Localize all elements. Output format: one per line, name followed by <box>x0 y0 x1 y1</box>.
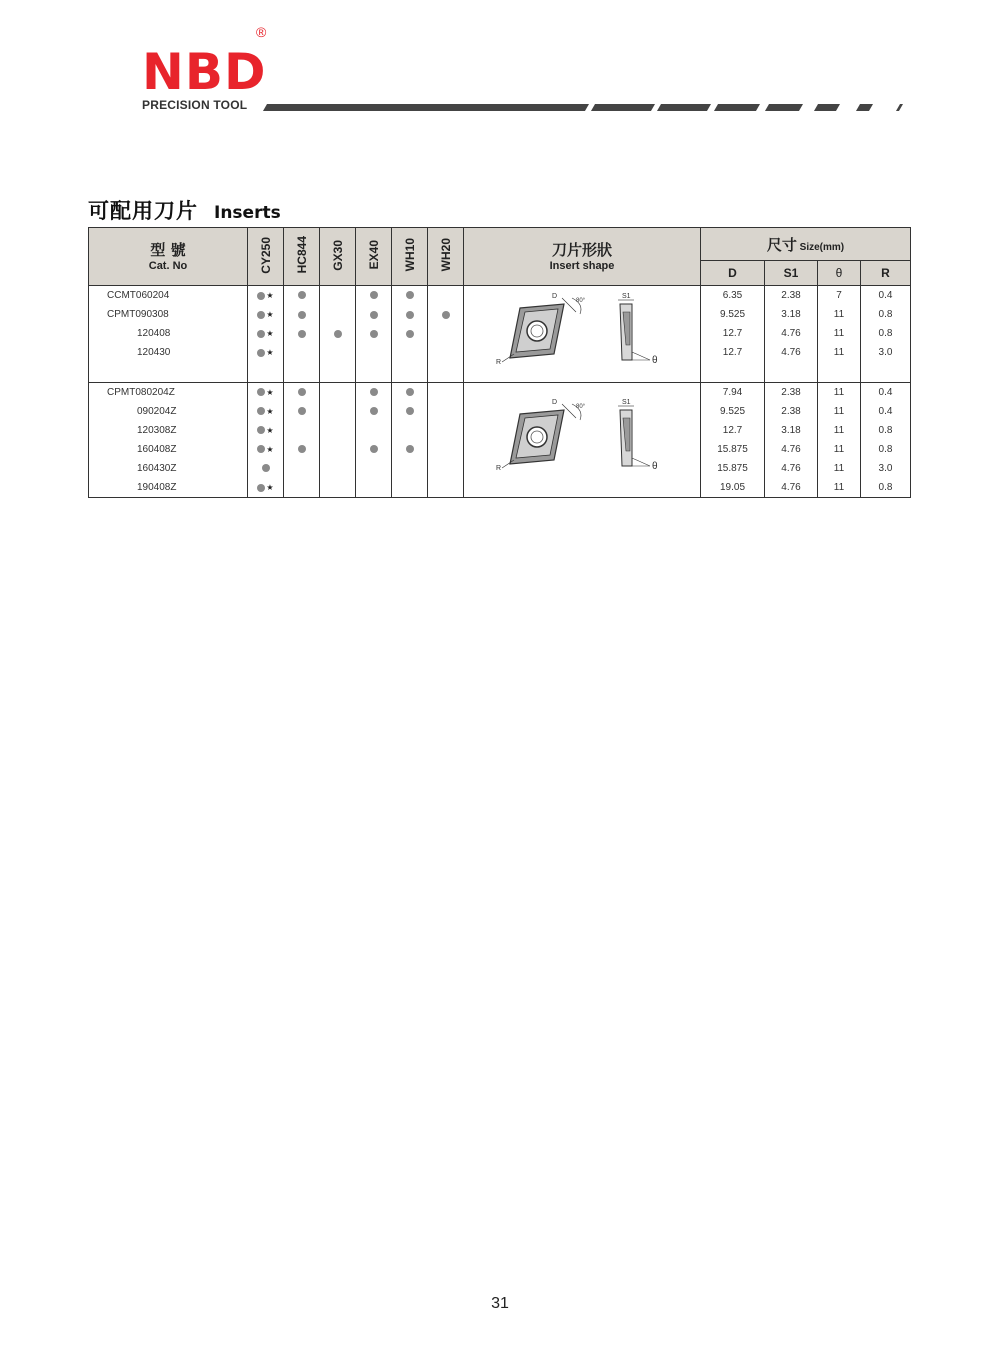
size-theta-cell: 11 <box>818 440 861 459</box>
size-theta-cell: 11 <box>818 421 861 440</box>
availability-dot <box>298 445 306 453</box>
grade-cell <box>392 478 428 498</box>
size-col-r: R <box>861 261 911 286</box>
grade-cell <box>356 343 392 362</box>
availability-dot <box>370 388 378 396</box>
grade-header-cy250: CY250 <box>248 228 284 286</box>
availability-dot <box>298 291 306 299</box>
availability-dot <box>257 407 265 415</box>
availability-dot <box>262 464 270 472</box>
grade-cell <box>248 459 284 478</box>
grade-header-hc844: HC844 <box>284 228 320 286</box>
size-col-theta: θ <box>818 261 861 286</box>
svg-text:80°: 80° <box>576 404 586 411</box>
size-r-cell: 0.4 <box>861 286 911 306</box>
grade-cell <box>356 305 392 324</box>
size-s1-cell: 4.76 <box>765 459 818 478</box>
recommended-star: ★ <box>266 291 274 300</box>
availability-dot <box>370 407 378 415</box>
size-s1-cell: 4.76 <box>765 343 818 362</box>
section-title-cn: 可配用刀片 <box>88 199 198 223</box>
grade-cell <box>320 478 356 498</box>
availability-dot <box>370 445 378 453</box>
brand-tagline: PRECISION TOOL <box>142 98 248 112</box>
availability-dot <box>257 388 265 396</box>
cat-no-cell: CPMT080204Z <box>89 382 248 402</box>
size-r-cell: 0.4 <box>861 382 911 402</box>
grade-cell <box>320 343 356 362</box>
grade-cell <box>392 286 428 306</box>
table-row <box>89 286 911 306</box>
grade-cell <box>320 440 356 459</box>
grade-cell <box>356 459 392 478</box>
recommended-star: ★ <box>266 406 274 416</box>
availability-dot <box>257 484 265 492</box>
grade-cell <box>356 421 392 440</box>
size-r-cell: 0.8 <box>861 324 911 343</box>
grade-cell <box>320 382 356 402</box>
size-s1-cell: 3.18 <box>765 421 818 440</box>
grade-cell <box>248 286 284 306</box>
size-theta-cell: 7 <box>818 286 861 306</box>
availability-dot <box>257 292 265 300</box>
inserts-table <box>88 227 911 498</box>
size-col-s1: S1 <box>765 261 818 286</box>
grade-header-wh10: WH10 <box>392 228 428 286</box>
grade-cell <box>392 402 428 421</box>
catno-header: 型 號 Cat. No <box>89 228 248 286</box>
grade-cell <box>248 382 284 402</box>
size-theta-cell: 11 <box>818 478 861 498</box>
availability-dot <box>370 291 378 299</box>
recommended-star: ★ <box>266 483 274 493</box>
recommended-star: ★ <box>266 310 274 320</box>
svg-text:θ: θ <box>652 461 658 473</box>
cat-no-cell: 160430Z <box>89 459 248 478</box>
size-theta-cell: 11 <box>818 343 861 362</box>
availability-dot <box>298 330 306 338</box>
size-theta-cell: 11 <box>818 459 861 478</box>
grade-cell <box>248 478 284 498</box>
availability-dot <box>257 349 265 357</box>
recommended-star: ★ <box>266 348 274 358</box>
page-number: 31 <box>491 1295 509 1312</box>
cat-no-cell: 160408Z <box>89 440 248 459</box>
grade-cell <box>284 286 320 306</box>
availability-dot <box>298 407 306 415</box>
availability-dot <box>406 291 414 299</box>
availability-dot <box>257 330 265 338</box>
grade-cell <box>392 421 428 440</box>
cat-no-cell: 120408 <box>89 324 248 343</box>
size-d-cell: 12.7 <box>701 324 765 343</box>
svg-text:R: R <box>496 465 502 473</box>
grade-cell <box>284 402 320 421</box>
grade-cell <box>428 402 464 421</box>
grade-header-wh20: WH20 <box>428 228 464 286</box>
size-r-cell: 3.0 <box>861 343 911 362</box>
grade-cell <box>428 286 464 306</box>
availability-dot <box>370 330 378 338</box>
insert-shape-cell <box>464 286 701 383</box>
size-r-cell: 0.8 <box>861 421 911 440</box>
grade-header-ex40: EX40 <box>356 228 392 286</box>
size-s1-cell: 4.76 <box>765 478 818 498</box>
grade-cell <box>248 421 284 440</box>
recommended-star: ★ <box>266 329 274 339</box>
grade-cell <box>284 459 320 478</box>
availability-dot <box>406 445 414 453</box>
size-s1-cell: 4.76 <box>765 440 818 459</box>
table-row <box>89 382 911 402</box>
grade-cell <box>248 343 284 362</box>
grade-cell <box>284 478 320 498</box>
cat-no-cell: CCMT060204 <box>89 286 248 306</box>
size-r-cell: 0.8 <box>861 440 911 459</box>
size-d-cell: 19.05 <box>701 478 765 498</box>
recommended-star: ★ <box>266 444 274 454</box>
svg-text:D: D <box>552 399 558 407</box>
availability-dot <box>442 311 450 319</box>
section-title-en: Inserts <box>214 203 281 223</box>
size-r-cell: 0.8 <box>861 478 911 498</box>
grade-cell <box>392 440 428 459</box>
availability-dot <box>257 311 265 319</box>
grade-cell <box>356 382 392 402</box>
size-header: 尺寸 Size(mm) <box>701 228 911 261</box>
grade-cell <box>356 402 392 421</box>
grade-cell <box>284 382 320 402</box>
cat-no-cell: CPMT090308 <box>89 305 248 324</box>
grade-cell <box>428 421 464 440</box>
grade-cell <box>392 343 428 362</box>
size-theta-cell: 11 <box>818 324 861 343</box>
availability-dot <box>370 311 378 319</box>
size-r-cell: 0.4 <box>861 402 911 421</box>
availability-dot <box>257 426 265 434</box>
grade-cell <box>320 324 356 343</box>
grade-cell <box>284 343 320 362</box>
availability-dot <box>257 445 265 453</box>
insert-shape-diagram <box>492 396 672 476</box>
grade-cell <box>428 478 464 498</box>
grade-cell <box>320 421 356 440</box>
availability-dot <box>334 330 342 338</box>
grade-cell <box>284 324 320 343</box>
grade-cell <box>248 305 284 324</box>
grade-cell <box>284 421 320 440</box>
availability-dot <box>406 407 414 415</box>
size-s1-cell: 4.76 <box>765 324 818 343</box>
size-d-cell: 6.35 <box>701 286 765 306</box>
recommended-star: ★ <box>266 387 274 397</box>
grade-cell <box>320 402 356 421</box>
brand-logo <box>142 24 267 112</box>
size-r-cell: 3.0 <box>861 459 911 478</box>
size-d-cell: 9.525 <box>701 402 765 421</box>
availability-dot <box>406 311 414 319</box>
svg-text:S1: S1 <box>622 293 631 301</box>
size-theta-cell: 11 <box>818 402 861 421</box>
size-d-cell: 15.875 <box>701 440 765 459</box>
cat-no-cell: 190408Z <box>89 478 248 498</box>
svg-text:S1: S1 <box>622 399 631 407</box>
grade-cell <box>356 324 392 343</box>
grade-cell <box>356 440 392 459</box>
availability-dot <box>406 388 414 396</box>
recommended-star: ★ <box>266 425 274 435</box>
grade-cell <box>320 459 356 478</box>
grade-header-gx30: GX30 <box>320 228 356 286</box>
grade-cell <box>428 459 464 478</box>
size-d-cell: 15.875 <box>701 459 765 478</box>
size-theta-cell: 11 <box>818 382 861 402</box>
grade-cell <box>356 478 392 498</box>
shape-header: 刀片形狀 Insert shape <box>464 228 701 286</box>
grade-cell <box>248 324 284 343</box>
registered-mark: ® <box>256 24 267 40</box>
availability-dot <box>406 330 414 338</box>
availability-dot <box>298 388 306 396</box>
section-title <box>88 195 281 225</box>
size-col-d: D <box>701 261 765 286</box>
grade-cell <box>248 402 284 421</box>
grade-cell <box>428 343 464 362</box>
svg-text:80°: 80° <box>576 298 586 305</box>
size-d-cell: 9.525 <box>701 305 765 324</box>
grade-cell <box>392 459 428 478</box>
grade-cell <box>428 382 464 402</box>
grade-cell <box>356 286 392 306</box>
cat-no-cell: 090204Z <box>89 402 248 421</box>
cat-no-cell: 120430 <box>89 343 248 362</box>
insert-shape-diagram <box>492 290 672 370</box>
grade-cell <box>392 324 428 343</box>
svg-text:D: D <box>552 293 558 301</box>
size-s1-cell: 2.38 <box>765 286 818 306</box>
size-theta-cell: 11 <box>818 305 861 324</box>
size-d-cell: 12.7 <box>701 421 765 440</box>
size-d-cell: 7.94 <box>701 382 765 402</box>
grade-cell <box>284 440 320 459</box>
grade-cell <box>284 305 320 324</box>
insert-shape-cell <box>464 382 701 498</box>
svg-text:R: R <box>496 359 502 367</box>
grade-cell <box>428 305 464 324</box>
brand-name: NBD <box>142 43 267 101</box>
grade-cell <box>428 440 464 459</box>
size-s1-cell: 2.38 <box>765 402 818 421</box>
size-d-cell: 12.7 <box>701 343 765 362</box>
size-s1-cell: 2.38 <box>765 382 818 402</box>
grade-cell <box>392 382 428 402</box>
svg-text:θ: θ <box>652 355 658 367</box>
size-s1-cell: 3.18 <box>765 305 818 324</box>
grade-cell <box>248 440 284 459</box>
size-r-cell: 0.8 <box>861 305 911 324</box>
cat-no-cell: 120308Z <box>89 421 248 440</box>
grade-cell <box>320 305 356 324</box>
grade-cell <box>392 305 428 324</box>
grade-cell <box>320 286 356 306</box>
availability-dot <box>298 311 306 319</box>
grade-cell <box>428 324 464 343</box>
